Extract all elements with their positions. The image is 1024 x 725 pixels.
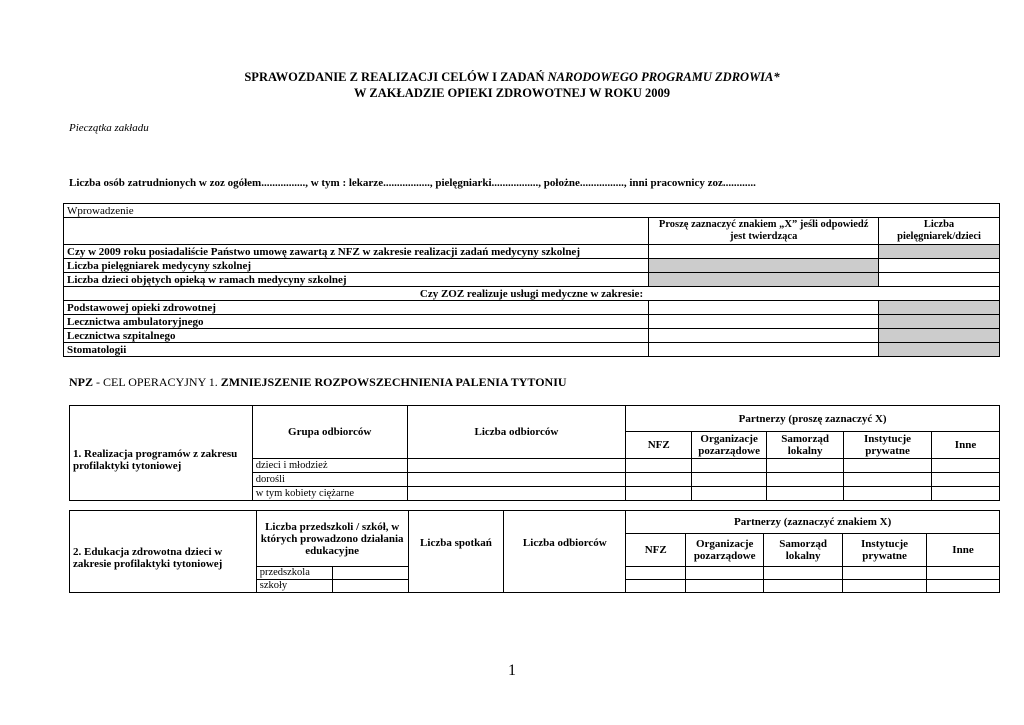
input-cell[interactable] bbox=[626, 567, 686, 580]
input-cell[interactable] bbox=[843, 580, 927, 593]
input-cell[interactable] bbox=[692, 459, 767, 473]
intro-row-contract: Czy w 2009 roku posiadaliście Państwo umowę zawartą z NFZ w zakresie realizacji zadań medycyny szkolnej bbox=[64, 245, 649, 259]
partner-private: Instytucje prywatne bbox=[844, 432, 932, 459]
mark-cell[interactable] bbox=[649, 343, 879, 357]
recipient-group: dzieci i młodzież bbox=[252, 459, 407, 473]
mark-cell[interactable] bbox=[649, 301, 879, 315]
npz-prefix: NPZ bbox=[69, 375, 93, 389]
input-cell[interactable] bbox=[686, 567, 764, 580]
input-cell[interactable] bbox=[407, 459, 626, 473]
mark-cell-disabled bbox=[649, 273, 879, 287]
partner-ngo: Organizacje pozarządowe bbox=[692, 432, 767, 459]
input-cell[interactable] bbox=[844, 459, 932, 473]
input-cell[interactable] bbox=[626, 473, 692, 487]
input-cell[interactable] bbox=[626, 459, 692, 473]
input-cell[interactable] bbox=[843, 567, 927, 580]
col-group-header: Grupa odbiorców bbox=[252, 406, 407, 459]
npz-goal-heading bbox=[69, 375, 567, 390]
input-cell[interactable] bbox=[767, 487, 844, 501]
tobacco-programs-table bbox=[69, 405, 1000, 501]
input-cell[interactable] bbox=[932, 473, 1000, 487]
input-cell[interactable] bbox=[844, 473, 932, 487]
staff-count-line: Liczba osób zatrudnionych w zoz ogółem................, w tym : lekarze................., pielęgniarki................., położne................, inni pracownicy zoz............ bbox=[69, 177, 756, 189]
report-title-line1 bbox=[0, 70, 1024, 85]
intro-row-nurses: Liczba pielęgniarek medycyny szkolnej bbox=[64, 259, 649, 273]
mark-cell[interactable] bbox=[649, 245, 879, 259]
partner-other: Inne bbox=[932, 432, 1000, 459]
input-cell[interactable] bbox=[927, 567, 1000, 580]
stamp-label: Pieczątka zakładu bbox=[69, 122, 149, 134]
input-cell[interactable] bbox=[332, 567, 408, 580]
input-cell[interactable] bbox=[407, 487, 626, 501]
institution-type: szkoły bbox=[256, 580, 332, 593]
partner-nfz: NFZ bbox=[626, 534, 686, 567]
count-cell-disabled bbox=[879, 301, 1000, 315]
partners-header: Partnerzy (zaznaczyć znakiem X) bbox=[626, 511, 1000, 534]
partner-ngo: Organizacje pozarządowe bbox=[686, 534, 764, 567]
service-row: Lecznictwa ambulatoryjnego bbox=[64, 315, 649, 329]
input-cell[interactable] bbox=[692, 487, 767, 501]
input-cell[interactable] bbox=[764, 580, 843, 593]
input-cell[interactable] bbox=[927, 580, 1000, 593]
intro-row-children: Liczba dzieci objętych opieką w ramach medycyny szkolnej bbox=[64, 273, 649, 287]
count-cell-disabled bbox=[879, 245, 1000, 259]
intro-heading: Wprowadzenie bbox=[64, 204, 1000, 218]
input-cell[interactable] bbox=[626, 487, 692, 501]
col-count-header: Liczba odbiorców bbox=[407, 406, 626, 459]
col-mark-header: Proszę zaznaczyć znakiem „X” jeśli odpowiedź jest twierdząca bbox=[649, 218, 879, 245]
partner-nfz: NFZ bbox=[626, 432, 692, 459]
mark-cell[interactable] bbox=[649, 329, 879, 343]
partner-other: Inne bbox=[927, 534, 1000, 567]
institution-type: przedszkola bbox=[256, 567, 332, 580]
mark-cell-disabled bbox=[649, 259, 879, 273]
input-cell[interactable] bbox=[692, 473, 767, 487]
input-cell[interactable] bbox=[767, 473, 844, 487]
service-row: Lecznictwa szpitalnego bbox=[64, 329, 649, 343]
task-2-label: 2. Edukacja zdrowotna dzieci w zakresie profilaktyki tytoniowej bbox=[70, 511, 257, 593]
page-number: 1 bbox=[508, 662, 516, 679]
recipient-group: dorośli bbox=[252, 473, 407, 487]
input-cell[interactable] bbox=[686, 580, 764, 593]
count-cell[interactable] bbox=[879, 259, 1000, 273]
input-cell[interactable] bbox=[932, 487, 1000, 501]
intro-empty-header bbox=[64, 218, 649, 245]
input-cell[interactable] bbox=[626, 580, 686, 593]
mark-cell[interactable] bbox=[649, 315, 879, 329]
count-cell[interactable] bbox=[879, 273, 1000, 287]
partner-local-gov: Samorząd lokalny bbox=[764, 534, 843, 567]
col-recipients-header: Liczba odbiorców bbox=[504, 511, 626, 593]
input-cell[interactable] bbox=[332, 580, 408, 593]
col-schools-header: Liczba przedszkoli / szkół, w których prowadzono działania edukacyjne bbox=[256, 511, 408, 567]
intro-table bbox=[63, 203, 1000, 357]
count-cell-disabled bbox=[879, 329, 1000, 343]
recipient-group: w tym kobiety ciężarne bbox=[252, 487, 407, 501]
col-meetings-header: Liczba spotkań bbox=[408, 511, 504, 593]
count-cell-disabled bbox=[879, 343, 1000, 357]
service-row: Stomatologii bbox=[64, 343, 649, 357]
service-row: Podstawowej opieki zdrowotnej bbox=[64, 301, 649, 315]
partners-header: Partnerzy (proszę zaznaczyć X) bbox=[626, 406, 1000, 432]
partner-private: Instytucje prywatne bbox=[843, 534, 927, 567]
input-cell[interactable] bbox=[844, 487, 932, 501]
title-part-italic: NARODOWEGO PROGRAMU ZDROWIA* bbox=[547, 70, 780, 84]
partner-local-gov: Samorząd lokalny bbox=[767, 432, 844, 459]
npz-goal-label: CEL OPERACYJNY 1. bbox=[103, 375, 221, 389]
title-part-regular: SPRAWOZDANIE Z REALIZACJI CELÓW I ZADAŃ bbox=[244, 70, 548, 84]
input-cell[interactable] bbox=[407, 473, 626, 487]
npz-dash: - bbox=[93, 375, 103, 389]
col-count-header: Liczba pielęgniarek/dzieci bbox=[879, 218, 1000, 245]
task-1-label: 1. Realizacja programów z zakresu profilaktyki tytoniowej bbox=[70, 406, 253, 501]
report-title-line2: W ZAKŁADZIE OPIEKI ZDROWOTNEJ W ROKU 2009 bbox=[353, 86, 671, 100]
count-cell-disabled bbox=[879, 315, 1000, 329]
npz-goal-title: ZMNIEJSZENIE ROZPOWSZECHNIENIA PALENIA TYTONIU bbox=[220, 375, 567, 389]
input-cell[interactable] bbox=[932, 459, 1000, 473]
services-question: Czy ZOZ realizuje usługi medyczne w zakresie: bbox=[64, 287, 1000, 301]
health-education-table bbox=[69, 510, 1000, 593]
input-cell[interactable] bbox=[764, 567, 843, 580]
input-cell[interactable] bbox=[767, 459, 844, 473]
